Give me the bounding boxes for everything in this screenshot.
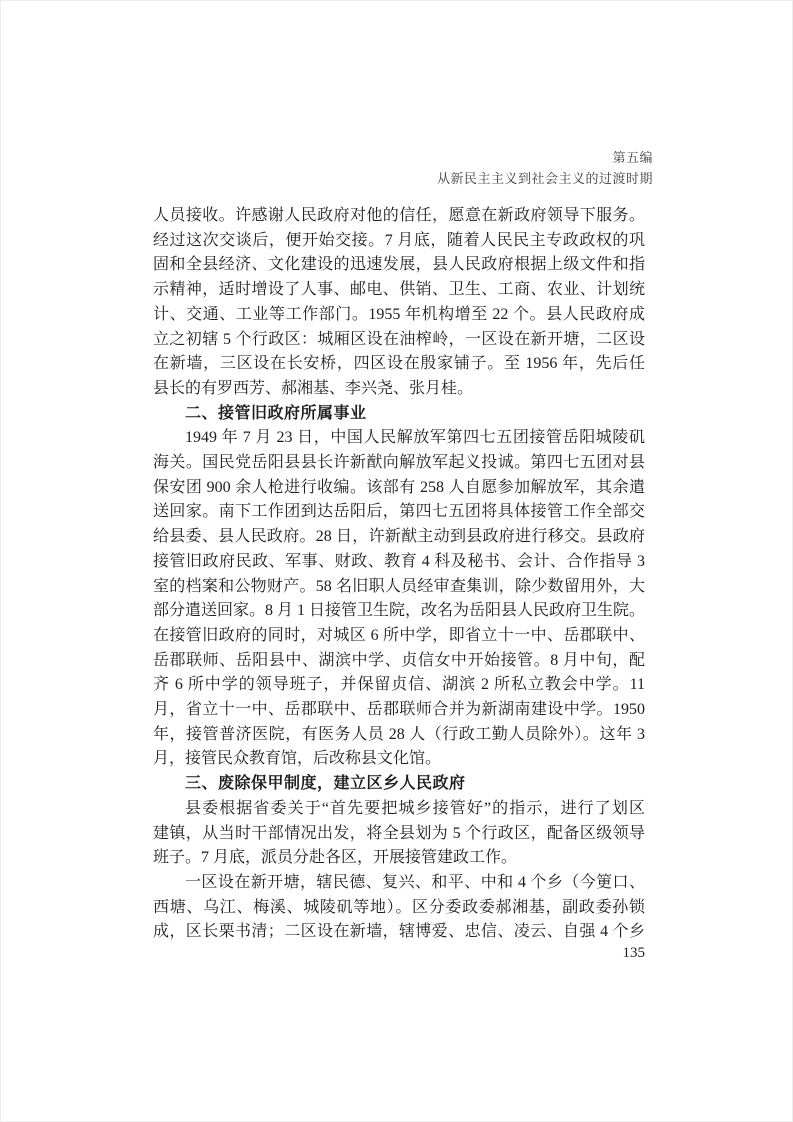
text-line: 齐 6 所中学的领导班子，并保留贞信、湖滨 2 所私立教会中学。11 bbox=[153, 676, 645, 694]
text-line: 固和全县经济、文化建设的迅速发展，县人民政府根据上级文件和指 bbox=[153, 256, 645, 274]
text-line: 西塘、乌江、梅溪、城陵矶等地）。区分委政委郝湘基，副政委孙锁 bbox=[153, 898, 645, 916]
text-line: 成，区长栗书清；二区设在新墙，辖博爱、忠信、凌云、自强 4 个乡 bbox=[153, 923, 645, 941]
text-line: 计、交通、工业等工作部门。1955 年机构增至 22 个。县人民政府成 bbox=[153, 305, 645, 323]
text-line: 室的档案和公物财产。58 名旧职人员经审查集训，除少数留用外，大 bbox=[153, 577, 645, 595]
text-line: 月，省立十一中、岳郡联中、岳郡联师合并为新湖南建设中学。1950 bbox=[153, 701, 645, 719]
text-line: 月，接管民众教育馆，后改称县文化馆。 bbox=[153, 750, 442, 768]
text-line: 班子。7 月底，派员分赴各区，开展接管建政工作。 bbox=[153, 849, 518, 867]
text-line: 1949 年 7 月 23 日，中国人民解放军第四七五团接管岳阳城陵矶 bbox=[185, 429, 645, 447]
section-heading: 二、接管旧政府所属事业 bbox=[185, 404, 367, 422]
text-line: 在新墙，三区设在长安桥，四区设在殷家铺子。至 1956 年，先后任 bbox=[153, 355, 645, 373]
text-line: 示精神，适时增设了人事、邮电、供销、卫生、工商、农业、计划统 bbox=[153, 281, 645, 299]
text-line: 县委根据省委关于“首先要把城乡接管好”的指示，进行了划区 bbox=[185, 799, 645, 817]
text-line: 给县委、县人民政府。28 日，许新猷主动到县政府进行移交。县政府 bbox=[153, 528, 645, 546]
text-line: 立之初辖 5 个行政区：城厢区设在油榨岭，一区设在新开塘，二区设 bbox=[153, 330, 645, 348]
running-header bbox=[153, 147, 653, 189]
text-line: 部分遣送回家。8 月 1 日接管卫生院，改名为岳阳县人民政府卫生院。 bbox=[153, 602, 646, 620]
text-line: 保安团 900 余人枪进行收编。该部有 258 人自愿参加解放军，其余遣 bbox=[153, 478, 645, 496]
text-line: 人员接收。许感谢人民政府对他的信任，愿意在新政府领导下服务。 bbox=[153, 207, 645, 224]
text-line: 年，接管普济医院，有医务人员 28 人（行政工勤人员除外）。这年 3 bbox=[153, 725, 645, 743]
text-line: 接管旧政府民政、军事、财政、教育 4 科及秘书、会计、合作指导 3 bbox=[153, 552, 645, 570]
page-number: 135 bbox=[622, 945, 645, 961]
text-line: 海关。国民党岳阳县县长许新猷向解放军起义投诚。第四七五团对县 bbox=[153, 454, 645, 472]
section-title: 从新民主主义到社会主义的过渡时期 bbox=[436, 171, 653, 186]
text-line: 一区设在新开塘，辖民德、复兴、和平、中和 4 个乡（今筻口、 bbox=[185, 873, 645, 891]
text-line: 送回家。南下工作团到达岳阳后，第四七五团将具体接管工作全部交 bbox=[153, 503, 645, 521]
text-line: 岳郡联师、岳阳县中、湖滨中学、贞信女中开始接管。8 月中旬，配 bbox=[153, 651, 645, 669]
text-line: 县长的有罗西芳、郝湘基、李兴尧、张月桂。 bbox=[153, 379, 474, 397]
text-line: 建镇，从当时干部情况出发，将全县划为 5 个行政区，配备区级领导 bbox=[153, 824, 645, 842]
body-text bbox=[153, 204, 645, 945]
text-line: 经过这次交谈后，便开始交接。7 月底，随着人民民主专政政权的巩 bbox=[153, 231, 645, 249]
section-heading: 三、废除保甲制度，建立区乡人民政府 bbox=[185, 775, 466, 793]
text-line: 在接管旧政府的同时，对城区 6 所中学，即省立十一中、岳郡联中、 bbox=[153, 626, 645, 644]
volume-label: 第五编 bbox=[612, 150, 653, 165]
